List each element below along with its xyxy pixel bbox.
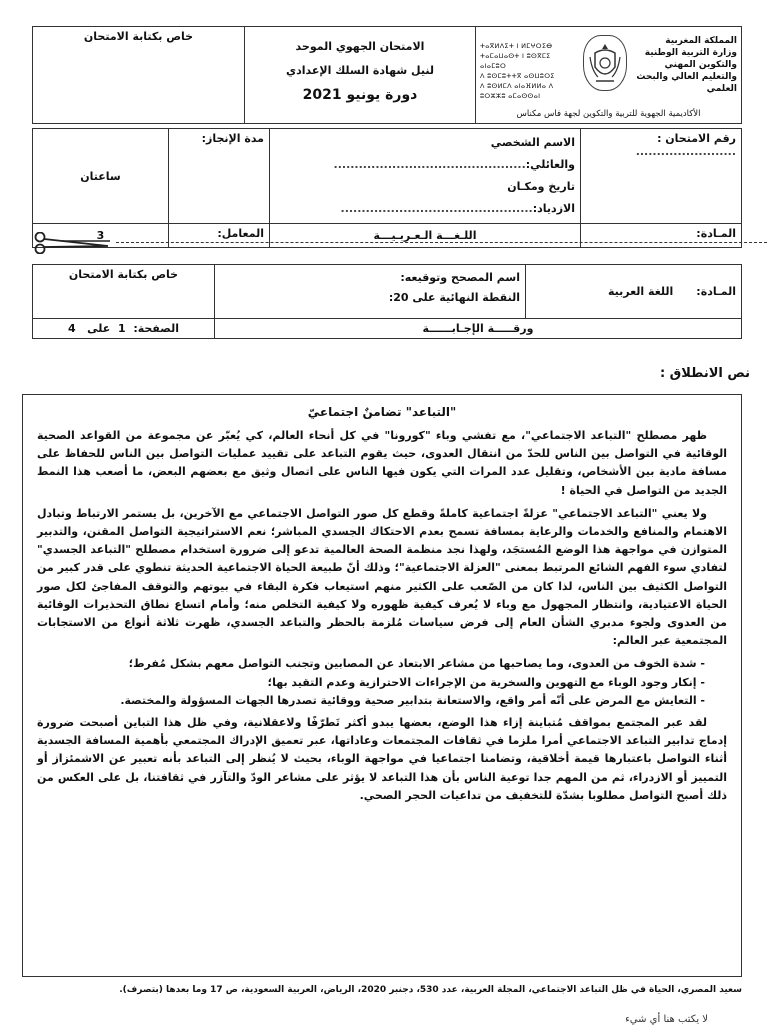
name-label: الاسم الشخصي والعائلي:	[490, 136, 575, 171]
text-source: سعيد المصري، الحياة في ظل التباعد الاجتماعي، المجلة العربية، عدد 530، دجنبر 2020، الرياض، العربية السعودية، ص 17 وما بعدها (بتصرف).	[119, 985, 742, 995]
subject-value: اللـغـــة الـعـربـيـــة	[270, 224, 581, 248]
subject-value-2: اللغة العربية	[607, 285, 674, 298]
ministry-line: ⵜⴰⵎⴰⵡⴰⵙⵜ ⵏ ⵓⵙⴳⵎⵉ ⴰⵏⴰⵎⵓⵔ	[480, 52, 551, 70]
exam-number-field[interactable]	[581, 129, 742, 224]
page-label: الصفحة:	[133, 322, 179, 335]
page-of: على	[87, 322, 111, 335]
paragraph-3: لقد عبر المجتمع بمواقف مُتباينة إزاء هذا الوضع، بعضها يبدو أكثر تَطرّفًا ولاعقلانية، وفي ظل هذا التباين أصبحت ضرورة إدماج تدابير التباعد الاجتماعي أمرا ملزما في ثقافات المجتمعات وعاداتها، عبر تعميق الإدراك المجتمعي بأهمية المسافة الجسدية أثناء التواصل باعتبارها قيمة أخلاقية، وتضامنا اجتماعيا في مواجهة الوباء، بحيث لا يُنظر إلى التباعد بأنه تعبير عن الاشمئزاز أو التمييز أو الازدراء، ثم من المهم جدا توعية الناس بأن هذا التباعد لا يؤثر على مشاعر الودّ والتآزر في ثقافتنا، بل على العكس من ذلك أصبح التواصل مطلوبا بشدّة للتخفيف من تداعيات الحجر الصحي.	[37, 716, 727, 802]
exam-header	[32, 26, 742, 124]
page-total: 4	[68, 322, 76, 335]
coef-label: المعامل:	[217, 227, 264, 240]
paragraph-2: ولا يعني "التباعد الاجتماعي" عزلةً اجتماعية كاملةً وقطع كل صور التواصل الاجتماعي مع الآخرين، بل يستمر الارتباط وتبادل الاهتمام والمنافع والخدمات والرعاية بمسافة تسمح بعدم الاحتكاك الجسدي المباشر؛ نعم الاستراتيجية التواصل المقنن، والتدبير المتوازن في مواجهة هذا الوضع المُستجَد، ولهذا نجد منظمة الصحة العالمية تدعو إلى ضرورة استخدام مصطلح "التباعد الجسدي" لتفادي سوء الفهم الشائع المرتبط بمعنى "العزلة الاجتماعية"؛ وذلك أنّ طبيعة الحياة الاجتماعية الحديثة تنطوي على قدر كبير من التواصل الكثيف بين الناس، لذا كان من الصّعب على الكثير منهم استيعاب فكرة البقاء في بيوتهم والتوقف المفاجئ لكل صور الحياة الاعتيادية، وانتظار المجهول مع وباء لا يُعرف كيفية ظهوره ولا كيفية التخلص منه؛ وأمام اتساع نطاق التحذيرات الوقائية من العدوى ولجوء مدبري الشأن العام إلى فرض سياسات مُلزمة بالحظر والتباعد الجسدي، ظهرت ثلاثة أنواع من الاستجابات المجتمعية عبر العالم:	[37, 506, 727, 648]
ministry-line: ⴷ ⵓⵙⵍⵎⴷ ⴰⵏⴰⴼⵍⵍⴰ ⴷ ⵓⵔⵣⵣⵓ ⴰⵎⴰⵙⵙⴰⵏ	[480, 82, 554, 100]
duration-value: ساعتان	[33, 129, 169, 224]
ministry-line: المملكة المغربية	[665, 36, 737, 46]
subject-cell	[526, 265, 742, 319]
list-item: - شدة الخوف من العدوى، وما يصاحبها من مشاعر الابتعاد عن المصابين وتجنب التواصل معهم بشكل مُفرط؛	[37, 655, 705, 673]
exam-title-line: لنيل شهادة السلك الإعدادي	[286, 64, 434, 77]
name-field[interactable]	[270, 129, 581, 224]
candidate-info	[32, 128, 742, 248]
scissors-icon	[32, 232, 112, 254]
page-value: 1	[117, 322, 126, 335]
paragraph-1: ظهر مصطلح "التباعد الاجتماعي"، مع تفشي وباء "كورونا" في كل أنحاء العالم، كي يُعبّر عن مجموعة من القواعد الصحية الوقائية في التواصل بين الناس للحدّ من انتقال العدوى، حيث يقوم التباعد على تقييد عمليات التواصل بين الناس للحفاظ على مسافة مادية بين الأشخاص، وتقليل عدد المرات التي يكون فيها الناس على اتصال وثيق مع بعضهم البعض، ما أصعب هذا النمط الجديد من التواصل في الحياة !	[37, 429, 727, 497]
ministry-line: والتعليم العالي والبحث العلمي	[636, 72, 737, 94]
duration-label: مدة الإنجاز:	[201, 132, 264, 145]
dotted-line: ..............................................	[340, 202, 533, 215]
dotted-line: ........................	[635, 145, 736, 158]
intro-label: نص الانطلاق :	[659, 366, 750, 381]
exam-number-label: رقم الامتحان :	[657, 132, 736, 145]
reading-text	[22, 394, 742, 977]
exam-session: دورة يونيو 2021	[302, 87, 418, 103]
answer-sheet-header	[32, 264, 742, 339]
coef-value: 3	[33, 224, 169, 248]
ministry-line: والتكوين المهني	[664, 60, 737, 70]
dotted-line: ..............................................	[333, 158, 526, 171]
text-title: "التباعد" تضامنٌ اجتماعيّ	[307, 405, 457, 419]
coat-of-arms-icon	[583, 35, 627, 91]
subject-label: المـادة:	[696, 227, 736, 240]
responses-list	[37, 655, 727, 710]
ministry-name-tifinagh	[480, 41, 578, 101]
academy-name: الأكاديمية الجهوية للتربية والتكوين لجهة فاس مكناس	[516, 109, 701, 119]
cut-line	[32, 236, 768, 250]
reserved-label-2: خاص بكتابة الامتحان	[68, 268, 179, 281]
bottom-note: لا يكتب هنا أي شيء	[625, 1014, 708, 1025]
list-item: - إنكار وجود الوباء مع التهوين والسخرية من الإجراءات الاحترازية وعدم التقيد بها؛	[37, 674, 705, 692]
ministry-line: ⴷ ⵓⵙⵎⵓⵜⵜⴳ ⴰⵙⵡⵓⵔⵉ	[480, 72, 555, 80]
reserved-label: خاص بكتابة الامتحان	[83, 30, 194, 43]
page-number	[33, 319, 215, 339]
exam-title-line: الامتحان الجهوي الموحد	[295, 40, 425, 53]
ministry-line: وزارة التربية الوطنية	[644, 48, 737, 58]
birth-label: تاريخ ومكـان الازدياد:	[507, 180, 575, 215]
duration-label-cell	[169, 129, 270, 224]
dashed-line	[116, 242, 768, 243]
answer-sheet-title: ورقـــــة الإجـابــــــة	[215, 319, 742, 339]
corrector-cell[interactable]	[215, 265, 526, 319]
corrector-label: اسم المصحح وتوقيعه:	[400, 271, 520, 284]
final-grade-label: النقطة النهائية على 20:	[388, 291, 520, 304]
list-item: - التعايش مع المرض على أنّه أمر واقع، والاستعانة بتدابير صحية ووقائية تصدرها الجهات المسؤولة والمختصة.	[37, 692, 705, 710]
reserved-box-2	[33, 265, 215, 319]
exam-title-block	[245, 27, 476, 124]
reserved-box	[33, 27, 245, 124]
subject-label-2: المـادة:	[696, 285, 736, 298]
ministry-logo-block	[476, 27, 742, 124]
ministry-name-arabic	[629, 35, 737, 95]
ministry-line: ⵜⴰⴳⵍⴷⵉⵜ ⵏ ⵍⵎⵖⵔⵉⴱ	[480, 42, 553, 50]
